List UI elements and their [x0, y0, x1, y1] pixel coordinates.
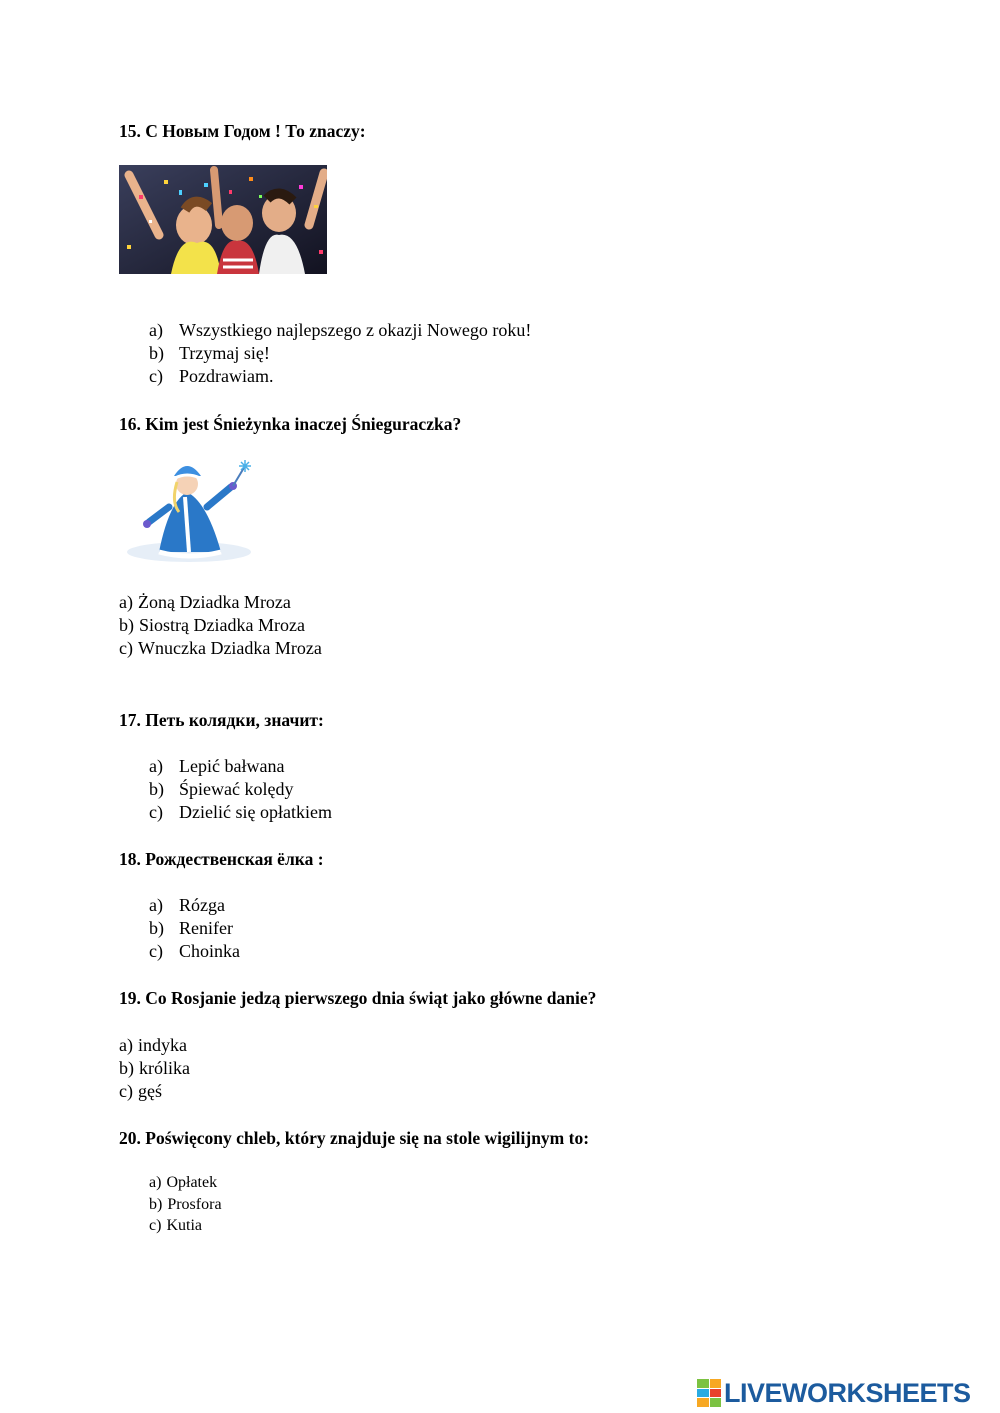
q18-option-a [149, 895, 225, 916]
q20-option-c [149, 1217, 202, 1235]
option-label: c) [119, 638, 133, 658]
q16-option-b [119, 615, 305, 636]
option-text: Trzymaj się! [179, 343, 270, 363]
option-text: Kutia [166, 1217, 202, 1234]
party-photo-drawing [119, 165, 327, 274]
question-17-title: 17. Петь колядки, значит: [119, 710, 324, 730]
option-text: Lepić bałwana [179, 756, 285, 776]
q16-option-a [119, 592, 291, 613]
q18-option-b [149, 918, 233, 939]
q16-option-c [119, 638, 322, 659]
option-label: c) [149, 941, 163, 961]
option-text: Choinka [179, 941, 240, 961]
q15-option-c [149, 366, 273, 387]
snow-maiden-image [119, 452, 269, 564]
q19-option-a [119, 1035, 187, 1056]
q19-option-c [119, 1081, 162, 1102]
option-label: b) [119, 1058, 134, 1078]
question-15-title: 15. С Новым Годом ! То znaczy: [119, 121, 366, 141]
option-text: Renifer [179, 918, 233, 938]
option-text: Prosfora [167, 1196, 222, 1213]
option-text: Rózga [179, 895, 225, 915]
question-19-title: 19. Co Rosjanie jedzą pierwszego dnia świąt jako główne danie? [119, 988, 597, 1008]
option-label: a) [149, 895, 163, 915]
party-photo [119, 165, 327, 274]
option-label: a) [119, 592, 133, 612]
option-label: c) [119, 1081, 133, 1101]
option-label: a) [149, 320, 163, 340]
logo-text: LIVEWORKSHEETS [724, 1377, 971, 1408]
option-text: Siostrą Dziadka Mroza [139, 615, 305, 635]
snow-maiden-drawing [119, 452, 269, 564]
q19-option-b [119, 1058, 190, 1079]
option-label: c) [149, 802, 163, 822]
option-text: gęś [137, 1081, 162, 1101]
option-text: Dzielić się opłatkiem [179, 802, 332, 822]
option-label: b) [149, 779, 164, 799]
question-18-title: 18. Рождественская ёлка : [119, 849, 324, 869]
option-text: Opłatek [166, 1174, 218, 1191]
option-text: królika [139, 1058, 190, 1078]
option-label: a) [149, 1174, 162, 1191]
option-text: Wnuczka Dziadka Mroza [137, 638, 322, 658]
option-text: Śpiewać kolędy [179, 779, 294, 799]
option-text: Pozdrawiam. [179, 366, 274, 386]
q15-option-b [149, 343, 270, 364]
question-16-title: 16. Kim jest Śnieżynka inaczej Śnieguraczka? [119, 414, 462, 434]
q20-option-b [149, 1196, 222, 1214]
option-label: c) [149, 1217, 162, 1234]
option-label: c) [149, 366, 163, 386]
option-text: Wszystkiego najlepszego z okazji Nowego roku! [179, 320, 532, 340]
question-20-title: 20. Poświęcony chleb, który znajduje się na stole wigilijnym to: [119, 1128, 590, 1148]
q15-option-a [149, 320, 531, 341]
option-label: a) [119, 1035, 133, 1055]
q17-option-c [149, 802, 332, 823]
option-label: b) [149, 343, 164, 363]
option-label: b) [119, 615, 134, 635]
option-label: a) [149, 756, 163, 776]
liveworksheets-logo[interactable] [697, 1377, 971, 1409]
option-label: b) [149, 918, 164, 938]
q18-option-c [149, 941, 240, 962]
logo-mark-icon [697, 1379, 721, 1407]
q20-option-a [149, 1174, 217, 1192]
q17-option-b [149, 779, 293, 800]
option-text: Żoną Dziadka Mroza [137, 592, 291, 612]
option-text: indyka [137, 1035, 187, 1055]
q17-option-a [149, 756, 284, 777]
option-label: b) [149, 1196, 163, 1213]
